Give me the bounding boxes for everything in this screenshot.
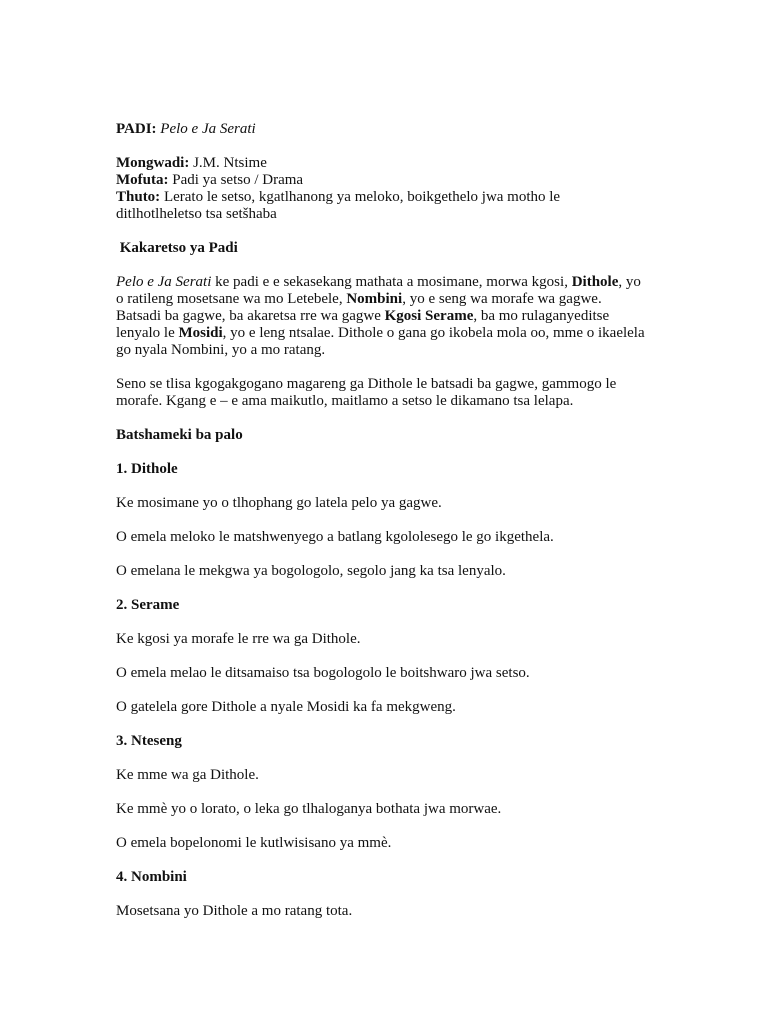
character-heading: 1. Dithole — [116, 461, 178, 477]
meta-value: Lerato le setso, kgatlhanong ya meloko, boikgethelo jwa motho le ditlhotlheletso tsa setšhaba — [116, 189, 561, 222]
character-line: O gatelela gore Dithole a nyale Mosidi ka fa mekgweng. — [116, 699, 456, 715]
character-line: Ke kgosi ya morafe le rre wa ga Dithole. — [116, 631, 361, 647]
meta-genre — [116, 172, 646, 189]
title-label: PADI: — [116, 121, 157, 137]
character-heading: 2. Serame — [116, 597, 180, 613]
summary-paragraph-2: Seno se tlisa kgogakgogano magareng ga Dithole le batsadi ba gagwe, gammogo le morafe. Kgang e – e ama maikutlo, maitlamo a setso le dikamano tsa lelapa. — [116, 376, 617, 409]
character-line: Ke mme wa ga Dithole. — [116, 767, 259, 783]
summary-text: ke padi e e sekasekang mathata a mosimane, morwa kgosi, — [211, 274, 572, 290]
meta-theme — [116, 189, 646, 223]
character-line: O emela bopelonomi le kutlwisisano ya mmè. — [116, 835, 392, 851]
character-line: O emelana le mekgwa ya bogologolo, segolo jang ka tsa lenyalo. — [116, 563, 506, 579]
characters-heading: Batshameki ba palo — [116, 427, 243, 443]
character-line: Mosetsana yo Dithole a mo ratang tota. — [116, 903, 353, 919]
summary-name: Kgosi Serame — [384, 308, 474, 324]
meta-author — [116, 155, 646, 172]
summary-name: Dithole — [571, 274, 619, 290]
summary-paragraph — [116, 274, 646, 359]
summary-title: Pelo e Ja Serati — [116, 274, 212, 290]
meta-value: Padi ya setso / Drama — [168, 172, 304, 188]
meta-value: J.M. Ntsime — [189, 155, 267, 171]
meta-key: Mofuta: — [116, 172, 169, 188]
character-heading: 3. Nteseng — [116, 733, 182, 749]
meta-key: Thuto: — [116, 189, 161, 205]
title-value: Pelo e Ja Serati — [160, 121, 256, 137]
summary-heading: Kakaretso ya Padi — [116, 240, 238, 256]
character-line: Ke mmè yo o lorato, o leka go tlhaloganya bothata jwa morwae. — [116, 801, 502, 817]
document-title — [116, 121, 646, 138]
summary-text: , yo o ratileng mosetsane wa mo Letebele, — [116, 274, 641, 307]
meta-key: Mongwadi: — [116, 155, 190, 171]
document-page — [116, 121, 646, 920]
summary-text: , yo e leng ntsalae. Dithole o gana go ikobela mola oo, mme o ikaelela go nyala Nombini, yo a mo ratang. — [116, 325, 645, 358]
character-line: O emela meloko le matshwenyego a batlang kgololesego le go ikgethela. — [116, 529, 554, 545]
summary-text: , yo e seng wa morafe wa gagwe. Batsadi ba gagwe, ba akaretsa rre wa gagwe — [116, 291, 602, 324]
summary-name: Mosidi — [178, 325, 223, 341]
character-line: Ke mosimane yo o tlhophang go latela pelo ya gagwe. — [116, 495, 442, 511]
character-line: O emela melao le ditsamaiso tsa bogologolo le boitshwaro jwa setso. — [116, 665, 530, 681]
summary-text: , ba mo rulaganyeditse lenyalo le — [116, 308, 610, 341]
summary-name: Nombini — [346, 291, 403, 307]
character-heading: 4. Nombini — [116, 869, 187, 885]
